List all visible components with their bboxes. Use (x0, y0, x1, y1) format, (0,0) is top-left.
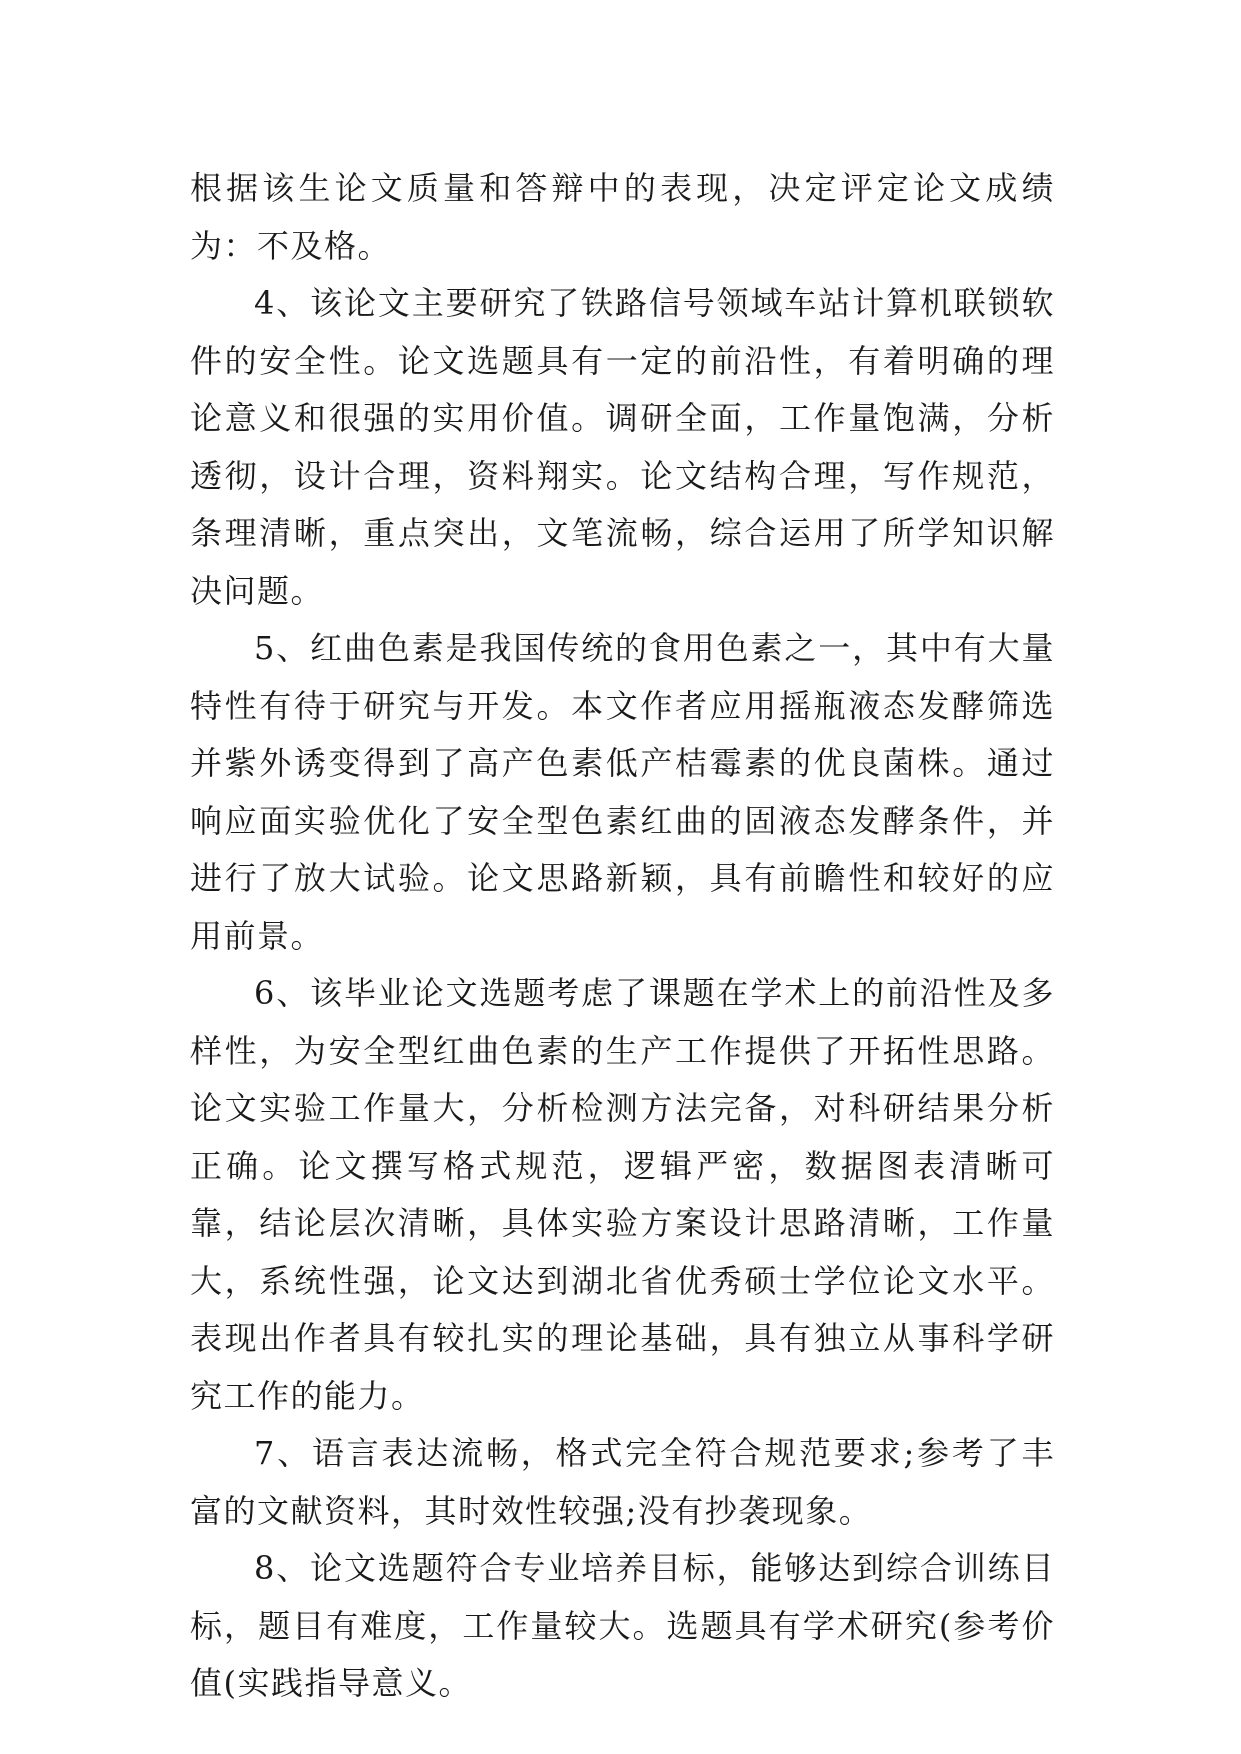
paragraph-7: 7、语言表达流畅，格式完全符合规范要求;参考了丰富的文献资料，其时效性较强;没有抄袭现象。 (190, 1434, 1055, 1530)
document-body (190, 160, 1055, 1713)
paragraph-6: 6、该毕业论文选题考虑了课题在学术上的前沿性及多样性，为安全型红曲色素的生产工作提供了开拓性思路。论文实验工作量大，分析检测方法完备，对科研结果分析正确。论文撰写格式规范，逻辑严密，数据图表清晰可靠，结论层次清晰，具体实验方案设计思路清晰，工作量大，系统性强，论文达到湖北省优秀硕士学位论文水平。表现出作者具有较扎实的理论基础，具有独立从事科学研究工作的能力。 (190, 974, 1055, 1415)
paragraph-grade-conclusion: 根据该生论文质量和答辩中的表现，决定评定论文成绩为：不及格。 (190, 169, 1055, 265)
paragraph-4: 4、该论文主要研究了铁路信号领域车站计算机联锁软件的安全性。论文选题具有一定的前沿性，有着明确的理论意义和很强的实用价值。调研全面，工作量饱满，分析透彻，设计合理，资料翔实。论文结构合理，写作规范，条理清晰，重点突出，文笔流畅，综合运用了所学知识解决问题。 (190, 284, 1055, 610)
paragraph-8: 8、论文选题符合专业培养目标，能够达到综合训练目标，题目有难度，工作量较大。选题具有学术研究(参考价值(实践指导意义。 (190, 1549, 1055, 1702)
paragraph-5: 5、红曲色素是我国传统的食用色素之一，其中有大量特性有待于研究与开发。本文作者应用摇瓶液态发酵筛选并紫外诱变得到了高产色素低产桔霉素的优良菌株。通过响应面实验优化了安全型色素红曲的固液态发酵条件，并进行了放大试验。论文思路新颖，具有前瞻性和较好的应用前景。 (190, 629, 1055, 955)
